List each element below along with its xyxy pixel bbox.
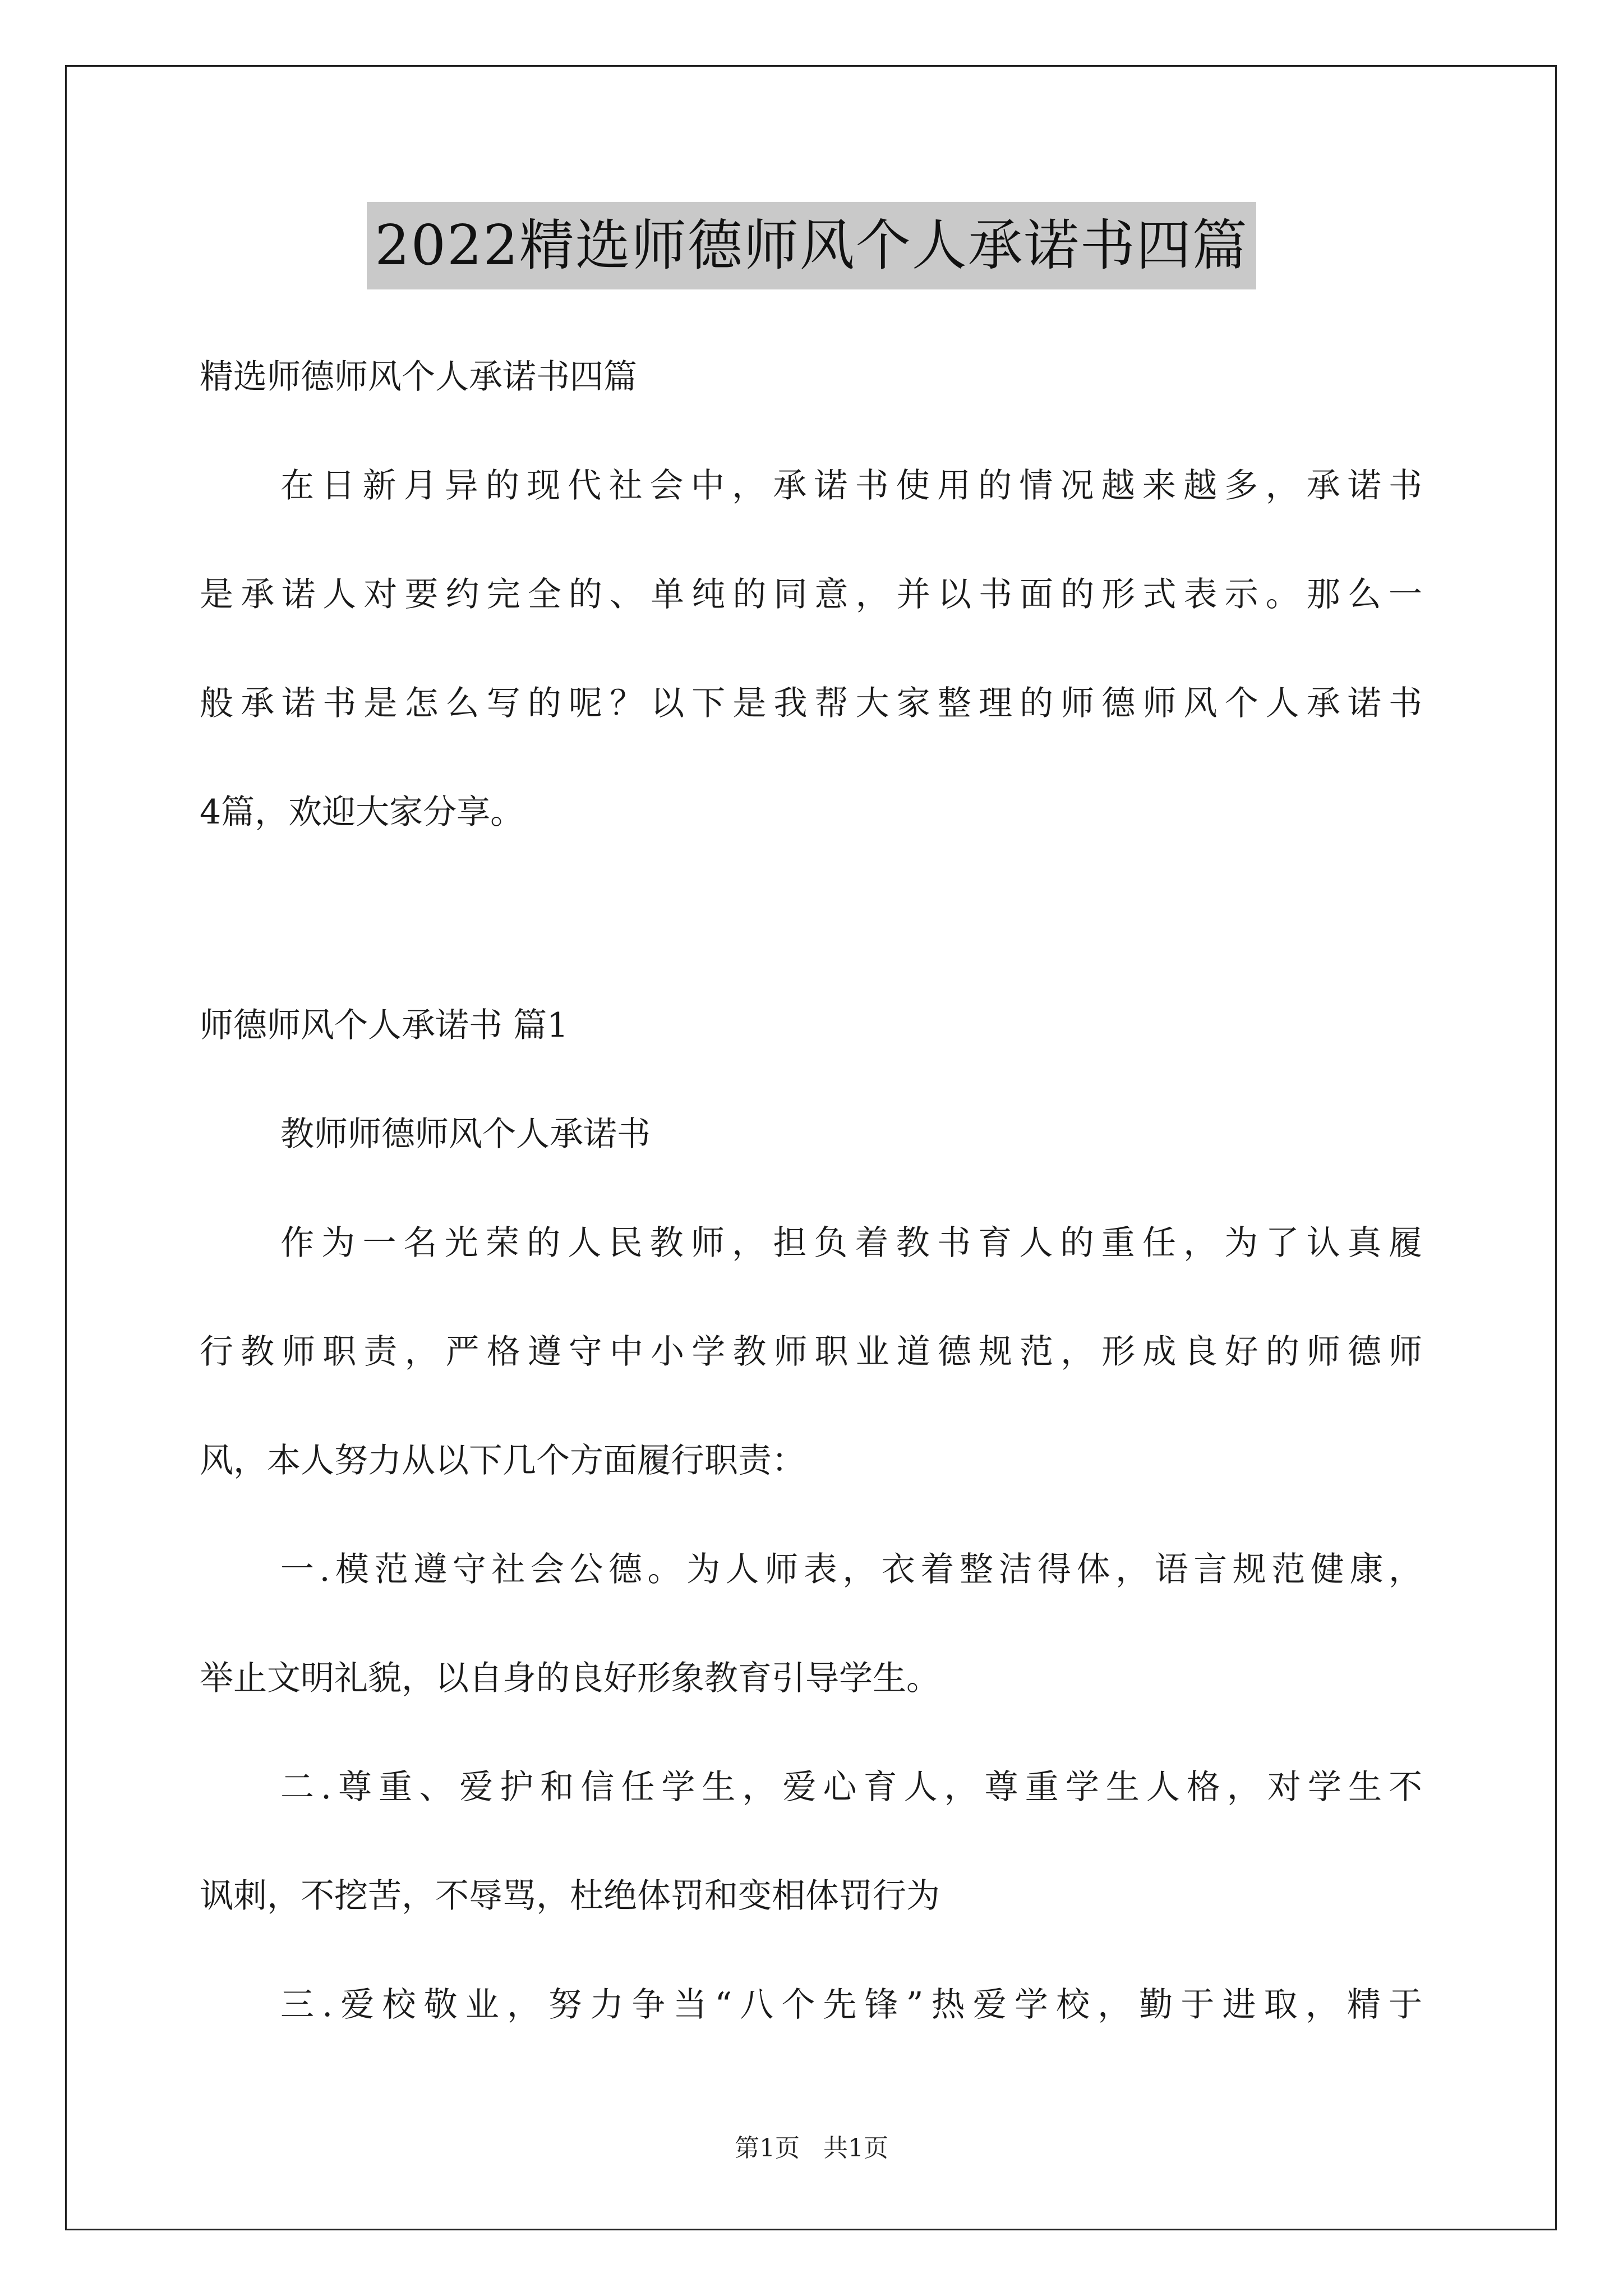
body-line-7: 讽刺，不挖苦，不辱骂，杜绝体罚和变相体罚行为 [200,1876,940,1916]
document-subtitle: 精选师德师风个人承诺书四篇 [200,357,637,397]
title-container [0,202,1623,289]
body-line-6: 二.尊重、爱护和信任学生，爱心育人，尊重学生人格，对学生不 [280,1768,1422,1807]
body-line-3: 风，本人努力从以下几个方面履行职责： [200,1441,805,1480]
intro-line-4: 4篇，欢迎大家分享。 [200,793,524,832]
page-number-footer: 第1页 共1页 [735,2134,888,2162]
body-line-5: 举止文明礼貌，以自身的良好形象教育引导学生。 [200,1659,940,1698]
body-line-8: 三.爱校敬业，努力争当“八个先锋”热爱学校，勤于进取，精于 [280,1985,1422,2024]
intro-line-3: 般承诺书是怎么写的呢？以下是我帮大家整理的师德师风个人承诺书 [200,684,1422,723]
intro-line-2: 是承诺人对要约完全的、单纯的同意，并以书面的形式表示。那么一 [200,575,1422,614]
section-subheading: 教师师德师风个人承诺书 [280,1115,651,1154]
intro-line-1: 在日新月异的现代社会中，承诺书使用的情况越来越多，承诺书 [280,466,1422,505]
body-line-2: 行教师职责，严格遵守中小学教师职业道德规范，形成良好的师德师 [200,1332,1422,1372]
section-heading: 师德师风个人承诺书 篇1 [200,1006,569,1045]
body-line-4: 一.模范遵守社会公德。为人师表，衣着整洁得体，语言规范健康， [280,1550,1422,1589]
document-title: 2022精选师德师风个人承诺书四篇 [367,202,1256,289]
body-line-1: 作为一名光荣的人民教师，担负着教书育人的重任，为了认真履 [280,1223,1422,1263]
